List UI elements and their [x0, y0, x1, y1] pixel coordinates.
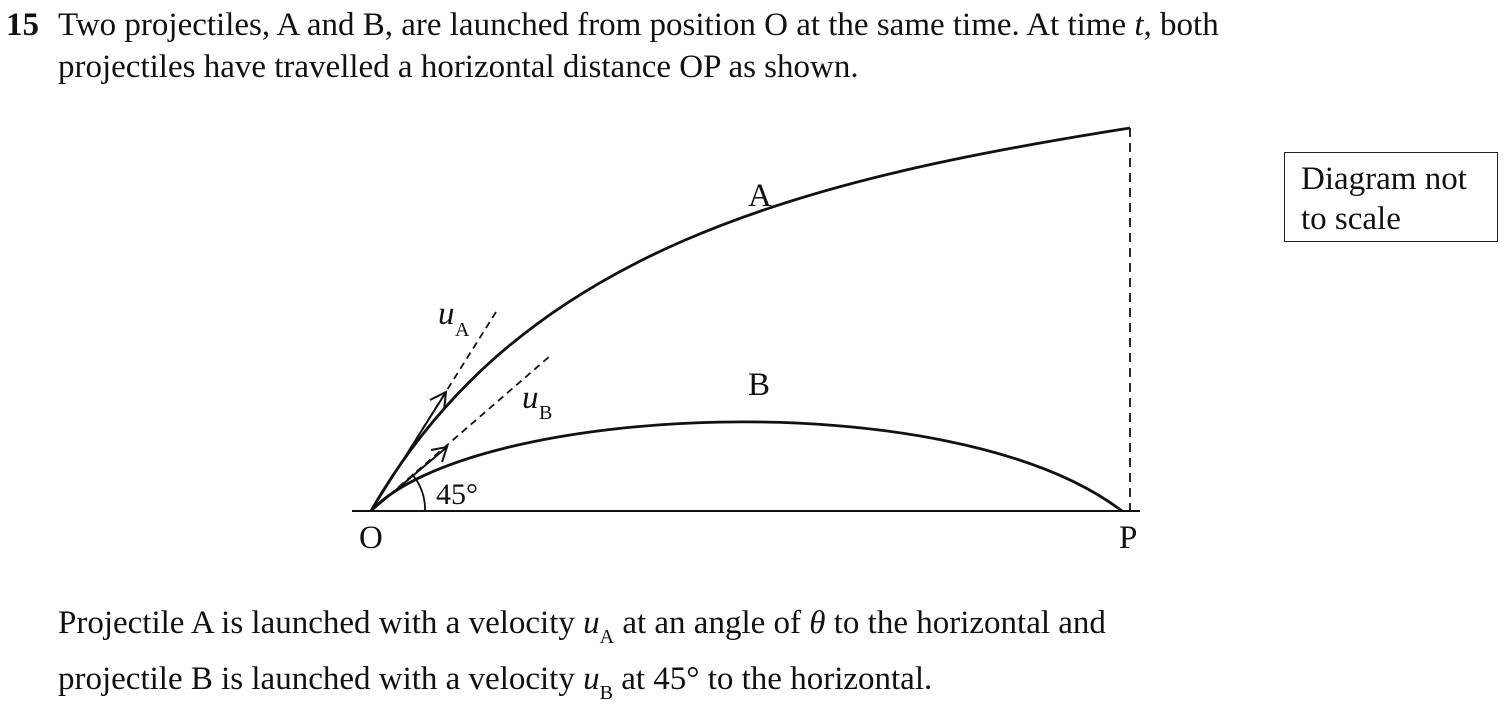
- footer-line-2-post: at 45° to the horizontal.: [612, 661, 933, 697]
- theta-symbol: θ: [809, 605, 826, 641]
- velocity-a-symbol: u: [438, 296, 455, 332]
- velocity-a-subscript: A: [455, 319, 470, 341]
- footer-velocity-b-subscript: B: [599, 682, 613, 704]
- footer-line-1-mid: at an angle of: [614, 605, 810, 641]
- question-line-1-pre: Two projectiles, A and B, are launched from position O at the same time. At time: [58, 7, 1135, 43]
- note-line-1: Diagram not: [1301, 161, 1467, 197]
- question-line-1-post: , both: [1143, 7, 1219, 43]
- question-line-2: projectiles have travelled a horizontal distance OP as shown.: [58, 49, 859, 85]
- label-p: P: [1119, 520, 1138, 556]
- footer-velocity-b-symbol: u: [583, 661, 600, 697]
- velocity-b-symbol: u: [522, 380, 539, 416]
- footer-line-1-post: to the horizontal and: [825, 605, 1106, 641]
- footer-line-1: [58, 602, 1458, 658]
- label-b: B: [748, 367, 771, 403]
- label-a: A: [748, 178, 772, 214]
- footer-velocity-a-subscript: A: [599, 626, 615, 648]
- footer-line-2-pre: projectile B is launched with a velocity: [58, 661, 584, 697]
- question-number: 15: [6, 7, 39, 43]
- footer-line-1-pre: Projectile A is launched with a velocity: [58, 605, 584, 641]
- velocity-arrow-a: [371, 392, 446, 511]
- label-o: O: [359, 520, 383, 556]
- angle-label: 45°: [436, 478, 478, 511]
- time-variable: t: [1134, 7, 1144, 43]
- footer-line-2: [58, 658, 1458, 714]
- footer-velocity-a-symbol: u: [583, 605, 600, 641]
- note-line-2: to scale: [1301, 201, 1401, 237]
- question-footer: [58, 602, 1458, 714]
- trajectory-b: [371, 422, 1122, 511]
- velocity-b-subscript: B: [539, 402, 553, 424]
